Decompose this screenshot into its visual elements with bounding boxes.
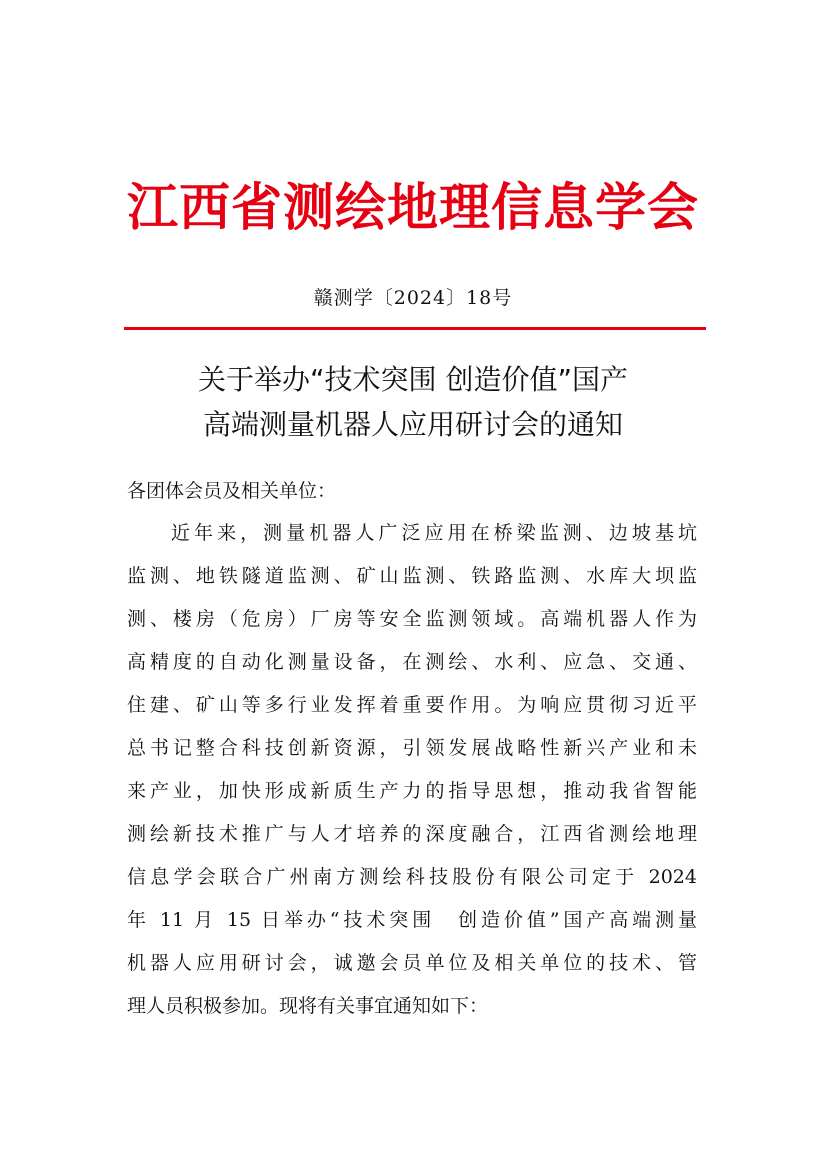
- paragraph-line-8: 测绘新技术推广与人才培养的深度融合，江西省测绘地理: [127, 823, 697, 845]
- paragraph-line-9: 信息学会联合广州南方测绘科技股份有限公司定于 2024: [127, 866, 697, 888]
- paragraph-line-2: 监测、地铁隧道监测、矿山监测、铁路监测、水库大坝监: [127, 565, 697, 587]
- paragraph-line-4: 高精度的自动化测量设备，在测绘、水利、应急、交通、: [127, 651, 697, 673]
- notice-title-line-2: 高端测量机器人应用研讨会的通知: [202, 408, 623, 441]
- paragraph-line-1: 近年来，测量机器人广泛应用在桥梁监测、边坡基坑: [171, 522, 697, 544]
- paragraph-line-6: 总书记整合科技创新资源，引领发展战略性新兴产业和未: [127, 737, 697, 759]
- notice-title-line-1: 关于举办“技术突围 创造价值”国产: [198, 363, 628, 396]
- organization-title: 江西省测绘地理信息学会: [126, 179, 699, 238]
- paragraph-line-11: 机器人应用研讨会，诚邀会员单位及相关单位的技术、管: [127, 952, 697, 974]
- paragraph-line-10: 年 11 月 15 日举办“技术突围 创造价值”国产高端测量: [127, 909, 697, 931]
- paragraph-line-12: 理人员积极参加。现将有关事宜通知如下：: [127, 995, 489, 1017]
- salutation: 各团体会员及相关单位：: [127, 480, 337, 502]
- red-divider-line: [124, 327, 706, 330]
- paragraph-line-3: 测、楼房（危房）厂房等安全监测领域。高端机器人作为: [127, 608, 697, 630]
- paragraph-line-5: 住建、矿山等多行业发挥着重要作用。为响应贯彻习近平: [127, 694, 697, 716]
- paragraph-line-7: 来产业，加快形成新质生产力的指导思想，推动我省智能: [127, 780, 697, 802]
- document-number: 赣测学〔2024〕18号: [313, 287, 513, 309]
